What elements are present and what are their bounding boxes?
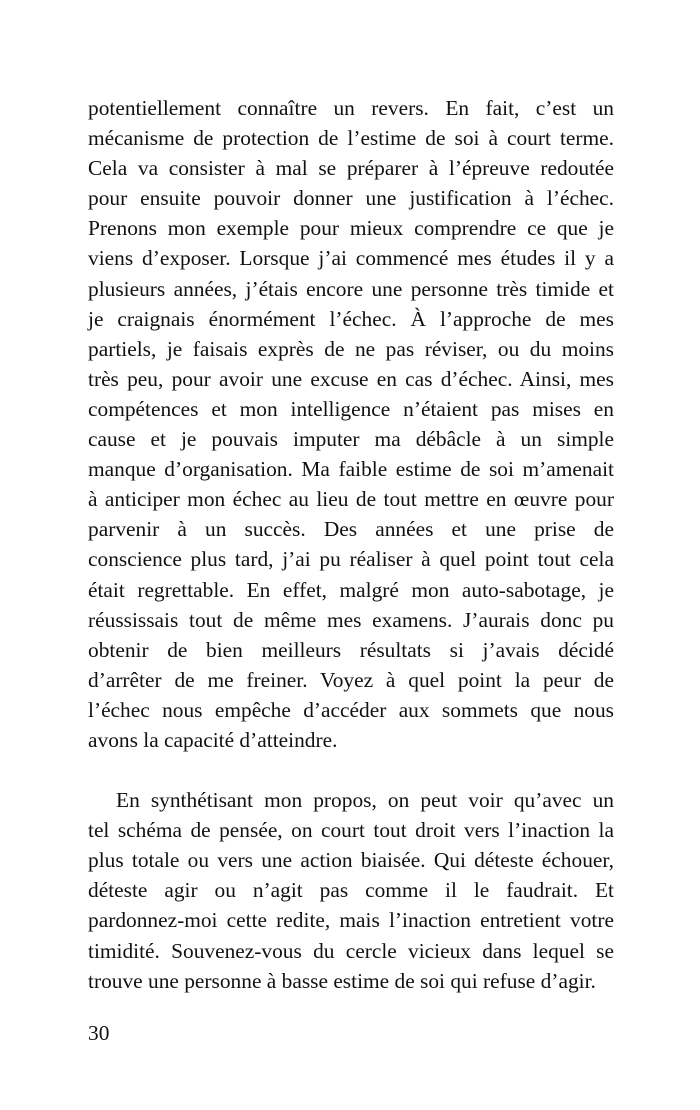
paragraph [88, 785, 614, 996]
text-line: mécanisme de protection de l’estime de soi à court terme. [88, 126, 614, 151]
text-line: trouve une personne à basse estime de soi qui refuse d’agir. [88, 968, 596, 993]
text-line: parvenir à un succès. Des années et une prise de [88, 517, 614, 542]
text-line: Cela va consister à mal se préparer à l’épreuve redoutée [88, 156, 614, 181]
text-line: pardonnez-moi cette redite, mais l’inaction entretient votre [88, 908, 614, 933]
body-text [88, 93, 614, 996]
text-line: timidité. Souvenez-vous du cercle vicieux dans lequel se [88, 938, 614, 963]
text-line: avons la capacité d’atteindre. [88, 727, 338, 752]
text-line: partiels, je faisais exprès de ne pas réviser, ou du moins [88, 336, 614, 361]
page-number: 30 [88, 1021, 110, 1045]
text-line: je craignais énormément l’échec. À l’approche de mes [88, 306, 614, 331]
text-line: viens d’exposer. Lorsque j’ai commencé mes études il y a [88, 246, 614, 271]
text-line: tel schéma de pensée, on court tout droit vers l’inaction la [88, 818, 614, 843]
text-line: très peu, pour avoir une excuse en cas d’échec. Ainsi, mes [88, 366, 614, 391]
text-line: à anticiper mon échec au lieu de tout mettre en œuvre pour [88, 487, 614, 512]
text-line: l’échec nous empêche d’accéder aux sommets que nous [88, 697, 614, 722]
text-line: cause et je pouvais imputer ma débâcle à un simple [88, 427, 614, 452]
text-line: compétences et mon intelligence n’étaient pas mises en [88, 396, 614, 421]
text-line: plus totale ou vers une action biaisée. Qui déteste échouer, [88, 848, 614, 873]
text-line: plusieurs années, j’étais encore une personne très timide et [88, 276, 614, 301]
text-line: déteste agir ou n’agit pas comme il le faudrait. Et [88, 878, 614, 903]
text-line: réussissais tout de même mes examens. J’aurais donc pu [88, 607, 614, 632]
text-line: manque d’organisation. Ma faible estime de soi m’amenait [88, 457, 614, 482]
text-line: d’arrêter de me freiner. Voyez à quel point la peur de [88, 667, 614, 692]
text-line: Prenons mon exemple pour mieux comprendre ce que je [88, 216, 614, 241]
text-line: obtenir de bien meilleurs résultats si j’avais décidé [88, 637, 614, 662]
text-line: était regrettable. En effet, malgré mon auto-sabotage, je [88, 577, 614, 602]
paragraph-gap [88, 755, 614, 785]
text-line: potentiellement connaître un revers. En fait, c’est un [88, 96, 614, 120]
text-line: En synthétisant mon propos, on peut voir qu’avec un [116, 788, 614, 813]
text-line: pour ensuite pouvoir donner une justification à l’échec. [88, 186, 614, 211]
paragraph [88, 93, 614, 755]
text-line: conscience plus tard, j’ai pu réaliser à quel point tout cela [88, 547, 614, 572]
